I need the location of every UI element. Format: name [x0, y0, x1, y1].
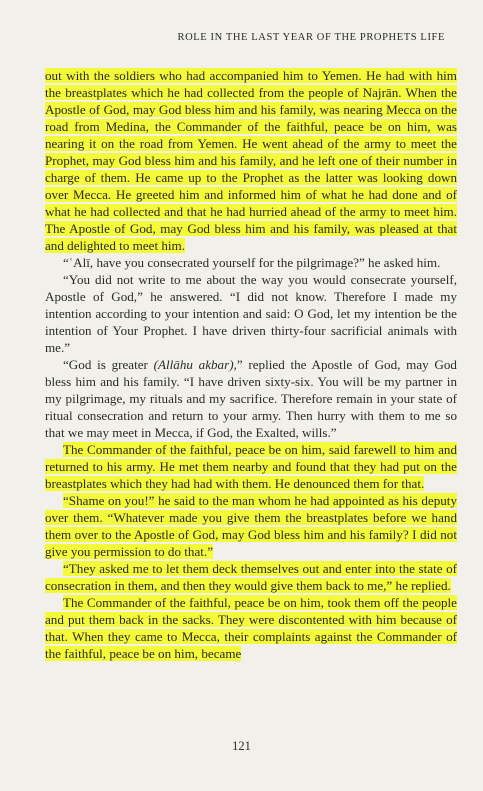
text-run: “God is greater [63, 357, 154, 372]
highlighted-text: “Shame on you!” he said to the man whom he had appointed as his deputy over them. “Whatever made you give them the breastplates before we hand them over to the Apostle of God, may God bless him and his family? I did not give you permission to do that.” [45, 493, 457, 559]
highlighted-text: The Commander of the faithful, peace be on him, said farewell to him and returned to his army. He met them nearby and found that they had put on the breastplates which they had had with them. He denounced them for that. [45, 442, 457, 491]
paragraph [45, 356, 457, 441]
highlighted-text: out with the soldiers who had accompanied him to Yemen. He had with him the breastplates which he had collected from the people of Najrān. When the Apostle of God, may God bless him and his family, was nearing Mecca on the road from Medina, the Commander of the faithful, peace be on him, was nearing it on the road from Yemen. He went ahead of the army to meet the Prophet, may God bless him and his family, and he left one of their number in charge of them. He came up to the Prophet as the latter was looking down over Mecca. He greeted him and informed him of what he had done and of what he had collected and that he had hurried ahead of the army to meet him. The Apostle of God, may God bless him and his family, was pleased at that and delighted to meet him. [45, 68, 457, 253]
text-run: ” replied the Apostle of God, may God bless him and his family. “I have driven sixty-six. You will be my partner in my pilgrimage, my rituals and my sacrifice. Therefore remain in your state of ritual consecration and return to your army. Then hurry with them to me so that we may meet in Mecca, if God, the Exalted, wills.” [45, 357, 457, 440]
paragraph [45, 254, 457, 271]
page-number: 121 [232, 739, 251, 753]
paragraph [45, 67, 457, 254]
text-run: “You did not write to me about the way you would consecrate yourself, Apostle of God,” he answered. “I did not know. Therefore I made my intention according to your intention and said: O God, let my intention be the intention of Your Prophet. I have driven thirty-four sacrificial animals with me.” [45, 272, 457, 355]
running-header: ROLE IN THE LAST YEAR OF THE PROPHETS LIFE [177, 32, 445, 43]
text-run: “ʿAlī, have you consecrated yourself for the pilgrimage?” he asked him. [63, 255, 441, 270]
paragraph [45, 271, 457, 356]
highlighted-text: “They asked me to let them deck themselves out and enter into the state of consecration in them, and then they would give them back to me,” he replied. [45, 561, 457, 593]
paragraph [45, 492, 457, 560]
highlighted-text: The Commander of the faithful, peace be on him, took them off the people and put them back in the sacks. They were discontented with him because of that. When they came to Mecca, their complaints against the Commander of the faithful, peace be on him, became [45, 595, 457, 661]
paragraph [45, 441, 457, 492]
paragraph [45, 594, 457, 662]
paragraph [45, 560, 457, 594]
text-run: (Allāhu akbar), [153, 357, 237, 372]
body-text [45, 67, 457, 662]
